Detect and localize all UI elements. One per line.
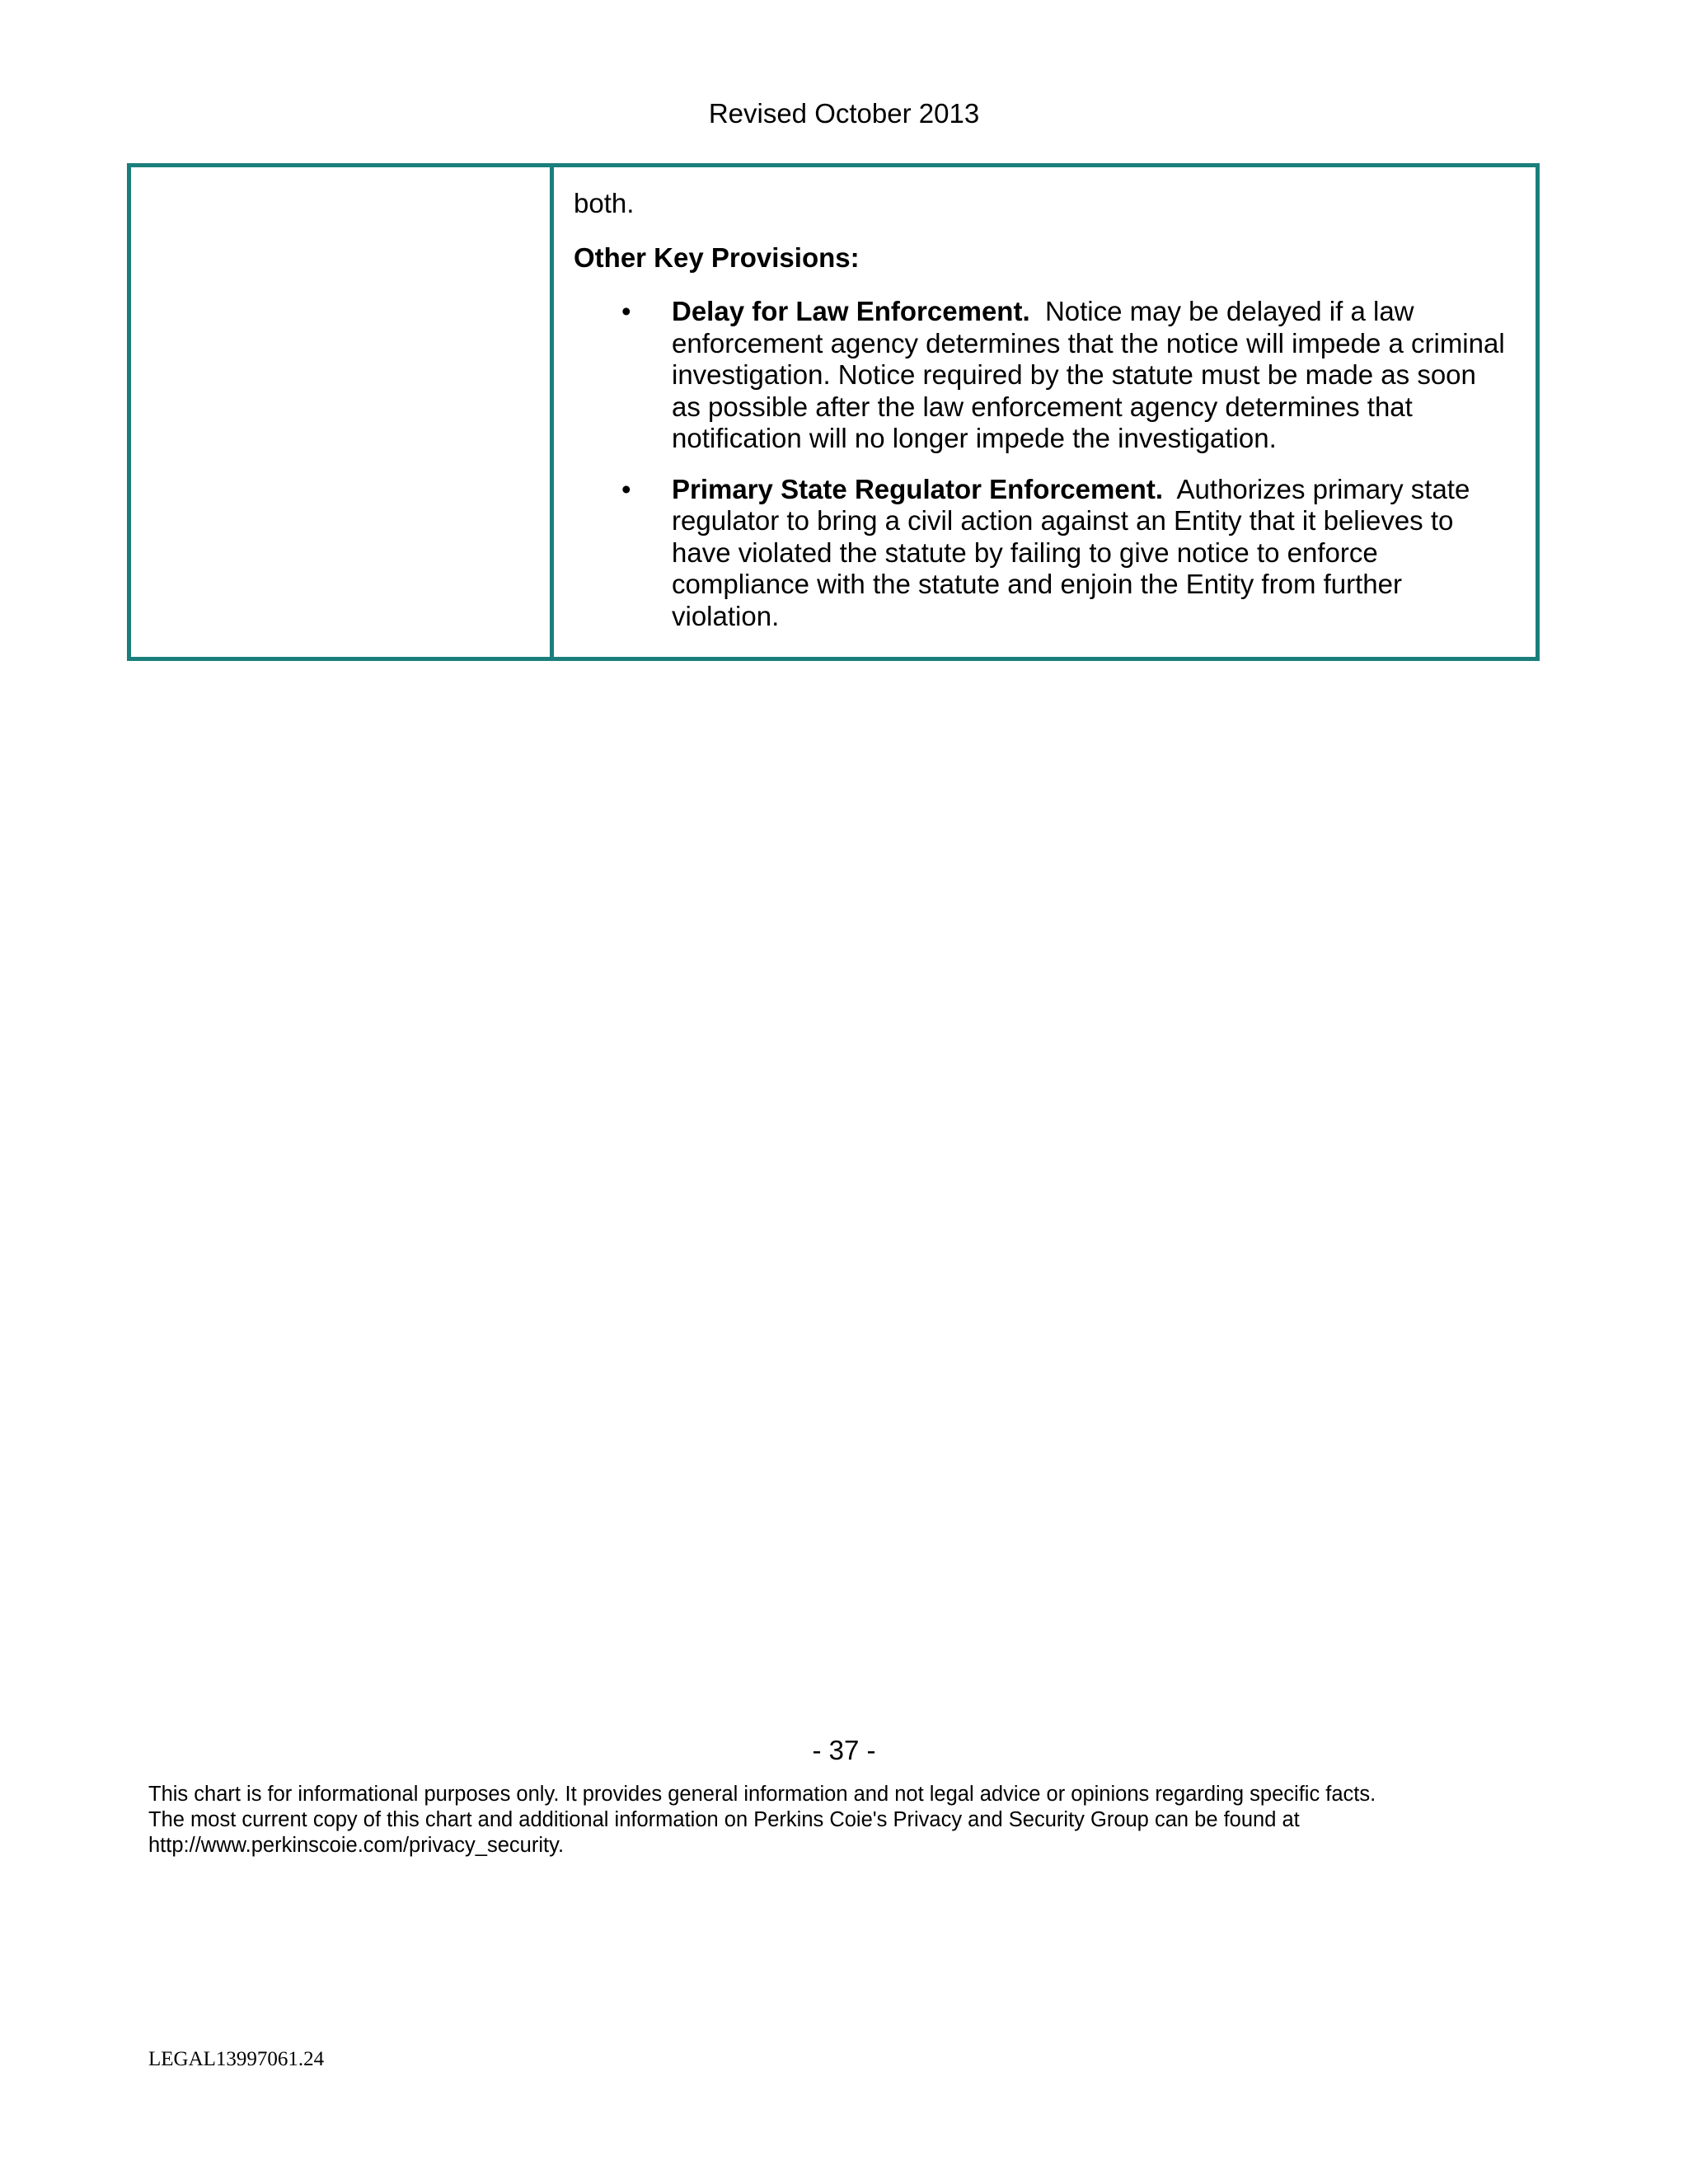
list-item	[574, 474, 1511, 633]
revision-header: Revised October 2013	[708, 98, 980, 129]
provision-text: Authorizes primary state regulator to bring a civil action against an Entity that it believes to have violated the statute by failing to give notice to enforce compliance with the statute and enjoin the Entity from further violation.	[672, 473, 1470, 631]
provision-text: Notice may be delayed if a law enforcement agency determines that the notice will impede a criminal investigation. Notice required by the statute must be made as soon as possible after the law enforcement agency determines that notification will no longer impede the investigation.	[672, 296, 1505, 453]
page-number: - 37 -	[812, 1735, 876, 1765]
table-cell-left	[131, 167, 554, 657]
section-heading: Other Key Provisions:	[574, 241, 860, 273]
provision-title: Delay for Law Enforcement.	[672, 296, 1030, 326]
list-item	[574, 296, 1511, 455]
provision-title: Primary State Regulator Enforcement.	[672, 473, 1163, 504]
disclaimer-line: This chart is for informational purposes only. It provides general information and not legal advice or opinions regarding specific facts.	[148, 1783, 1376, 1806]
continued-text: both.	[574, 188, 635, 218]
disclaimer	[148, 1782, 1566, 1858]
table-cell-right	[554, 167, 1536, 657]
provisions-table	[127, 163, 1540, 661]
document-id: LEGAL13997061.24	[148, 2048, 325, 2070]
provisions-list	[574, 296, 1511, 632]
bullet-icon: •	[621, 473, 631, 504]
disclaimer-line: The most current copy of this chart and additional information on Perkins Coie's Privacy and Security Group can be found at	[148, 1808, 1300, 1831]
bullet-icon: •	[621, 296, 631, 326]
disclaimer-line: http://www.perkinscoie.com/privacy_security.	[148, 1834, 565, 1857]
